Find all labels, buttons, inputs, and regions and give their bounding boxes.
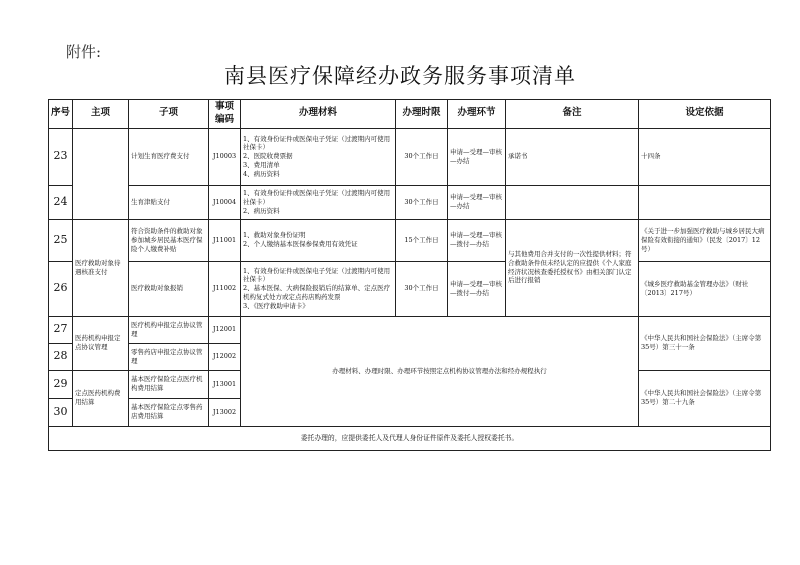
row-basis: 十四条: [639, 128, 771, 185]
table-row: [49, 128, 771, 185]
row-seq: 30: [49, 398, 73, 426]
material-line: 2、基本医保、大病保险报销后的结算单、定点医疗机构复式处方或定点药店购药发票: [243, 284, 391, 301]
row-main: 医疗救助对象待遇核准支付: [73, 219, 129, 316]
attachment-label: 附件:: [66, 43, 102, 61]
col-header-note: 备注: [506, 100, 639, 129]
row-seq: 23: [49, 128, 73, 185]
col-header-seq: 序号: [49, 100, 73, 129]
table-row: [49, 261, 771, 316]
row-steps: 申请—受理—审核—办结: [448, 128, 506, 185]
material-line: 2、病历资料: [243, 206, 280, 215]
material-line: 1、有效身份证件或医保电子凭证（过渡期内可使用社保卡）: [243, 134, 391, 152]
row-steps: 申请—受理—审核—拨付—办结: [448, 261, 506, 316]
col-header-steps: 办理环节: [448, 100, 506, 129]
row-code: J10004: [209, 185, 241, 219]
row-note: 承诺书: [506, 128, 639, 185]
service-items-table: [48, 99, 771, 451]
row-main: 定点医药机构费用结算: [73, 370, 129, 426]
row-seq: 29: [49, 370, 73, 398]
table-header-row: [49, 100, 771, 129]
merged-materials-note: 办理材料、办理时限、办理环节按照定点机构协议管理办法和经办规程执行: [241, 316, 639, 426]
row-steps: 申请—受理—审核—办结: [448, 185, 506, 219]
row-code: J10003: [209, 128, 241, 185]
material-line: 3、费用清单: [243, 161, 280, 169]
row-note: [506, 185, 639, 219]
row-main: 医药机构申报定点协议管理: [73, 316, 129, 370]
material-line: 2、个人缴纳基本医保参保费用有效凭证: [243, 240, 358, 249]
row-code: J12002: [209, 343, 241, 370]
row-code: J13002: [209, 398, 241, 426]
row-basis: [639, 185, 771, 219]
row-seq: 26: [49, 261, 73, 316]
material-line: 1、救助对象身份证明: [243, 231, 306, 240]
row-materials: [241, 128, 396, 185]
row-sub: 医疗机构申报定点协议管理: [129, 316, 209, 343]
document-title: 南县医疗保障经办政务服务事项清单: [224, 64, 576, 88]
row-time-limit: 30个工作日: [396, 261, 448, 316]
bottom-note: 委托办理的，应提供委托人及代理人身份证件原件及委托人授权委托书。: [49, 426, 771, 450]
material-line: 3、《医疗救助申请卡》: [243, 301, 309, 310]
table-row: [49, 316, 771, 343]
row-sub: 基本医疗保险定点医疗机构费用结算: [129, 370, 209, 398]
col-header-materials: 办理材料: [241, 100, 396, 129]
row-time-limit: 30个工作日: [396, 185, 448, 219]
row-code: J11001: [209, 219, 241, 261]
row-materials: [241, 219, 396, 261]
col-header-main: 主项: [73, 100, 129, 129]
material-line: 1、有效身份证件或医保电子凭证（过渡期内可使用社保卡）: [243, 188, 391, 206]
row-code: J12001: [209, 316, 241, 343]
col-header-time-limit: 办理时限: [396, 100, 448, 129]
row-code: J13001: [209, 370, 241, 398]
row-main: [73, 128, 129, 219]
col-header-code: 事项编码: [209, 100, 241, 129]
row-seq: 28: [49, 343, 73, 370]
row-time-limit: 30个工作日: [396, 128, 448, 185]
col-header-basis: 设定依据: [639, 100, 771, 129]
material-line: 2、医院收费票据: [243, 152, 293, 161]
row-basis: 《城乡医疗救助基金管理办法》（财社〔2013〕217号）: [639, 261, 771, 316]
material-line: 1、有效身份证件或医保电子凭证（过渡期内可使用社保卡）: [243, 266, 391, 284]
row-time-limit: 15个工作日: [396, 219, 448, 261]
row-materials: [241, 185, 396, 219]
row-seq: 27: [49, 316, 73, 343]
row-sub: 计划生育医疗费支付: [129, 128, 209, 185]
material-line: 4、病历资料: [243, 169, 280, 178]
table-row: [49, 185, 771, 219]
table-row: [49, 219, 771, 261]
row-sub: 零售药店申报定点协议管理: [129, 343, 209, 370]
row-sub: 基本医疗保险定点零售药店费用结算: [129, 398, 209, 426]
row-sub: 生育津贴支付: [129, 185, 209, 219]
row-basis: 《中华人民共和国社会保险法》（主席令第35号）第二十九条: [639, 370, 771, 426]
row-materials: [241, 261, 396, 316]
table-footer-row: [49, 426, 771, 450]
row-code: J11002: [209, 261, 241, 316]
row-seq: 25: [49, 219, 73, 261]
col-header-sub: 子项: [129, 100, 209, 129]
row-basis: 《中华人民共和国社会保险法》（主席令第35号）第三十一条: [639, 316, 771, 370]
row-seq: 24: [49, 185, 73, 219]
row-steps: 申请—受理—审核—拨付—办结: [448, 219, 506, 261]
row-sub: 医疗救助对象报销: [129, 261, 209, 316]
row-basis: 《关于进一步加强医疗救助与城乡居民大病保险有效衔接的通知》（民发〔2017〕12号）: [639, 219, 771, 261]
row-note: 与其他费用合并支付的一次性提供材料；符合救助条件但未经认定的应提供《个人家庭经济状况核查委托授权书》由相关部门认定后进行报销: [506, 219, 639, 316]
row-sub: 符合资助条件的救助对象参加城乡居民基本医疗保险个人缴费补贴: [129, 219, 209, 261]
